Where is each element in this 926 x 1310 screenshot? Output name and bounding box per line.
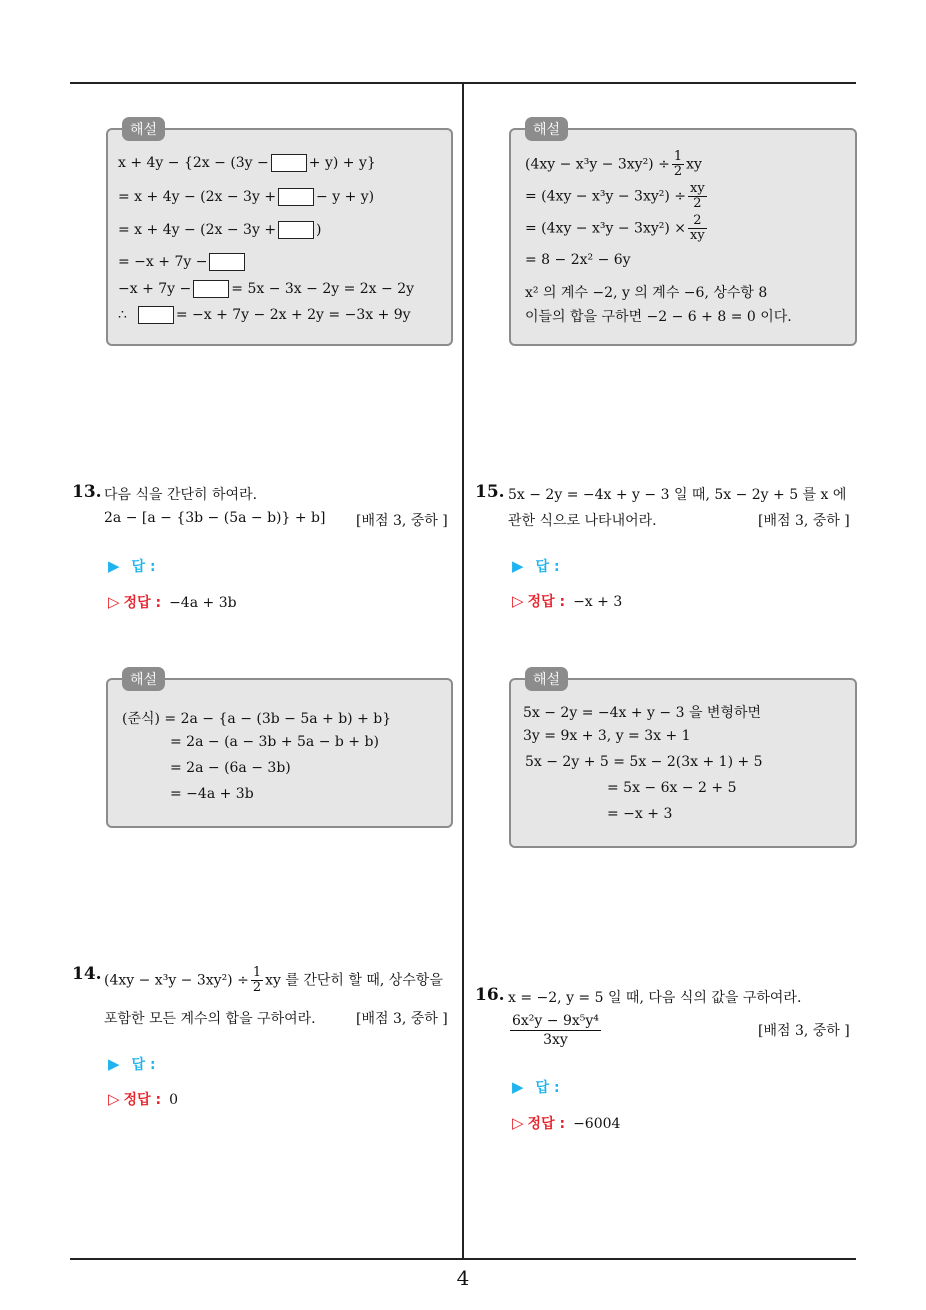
- question-expression: 2a − [a − {3b − (5a − b)} + b]: [104, 510, 326, 526]
- question-expression: [508, 1012, 603, 1049]
- question-number: 13.: [72, 482, 102, 502]
- solution-line: = −4a + 3b: [170, 786, 254, 802]
- question-number: 15.: [475, 482, 505, 502]
- question-number: 16.: [475, 985, 505, 1005]
- question-text: 5x − 2y = −4x + y − 3 일 때, 5x − 2y + 5 를 x 에: [508, 487, 847, 503]
- correct-answer-row: ▷ 정답 : −6004: [512, 1114, 621, 1132]
- solution-line: = x + 4y − (2x − 3y + − y + y): [118, 189, 375, 205]
- blank-box: [193, 280, 229, 298]
- solution-tag: 해설: [122, 667, 165, 691]
- blank-box: [271, 154, 307, 172]
- solution-line: 이들의 합을 구하면 −2 − 6 + 8 = 0 이다.: [525, 309, 792, 325]
- solution-box-13: [106, 672, 453, 828]
- bottom-rule: [70, 1258, 856, 1260]
- question-number: 14.: [72, 964, 102, 984]
- solution-line: 5x − 2y = −4x + y − 3 을 변형하면: [523, 705, 762, 721]
- fraction: $\frac{xy}{2}$: [690, 181, 705, 211]
- solution-line: (4xy − x³y − 3xy²) ÷ $\frac{1}{2}$ xy: [525, 149, 702, 179]
- solution-tag: 해설: [122, 117, 165, 141]
- answer-row[interactable]: ▶ 답 :: [108, 557, 156, 575]
- score-meta: [배점 3, 중하 ]: [356, 1011, 448, 1027]
- answer-row[interactable]: ▶ 답 :: [108, 1055, 156, 1073]
- solution-tag: 해설: [525, 117, 568, 141]
- solution-box-prev: [509, 122, 857, 346]
- correct-answer-row: ▷ 정답 : 0: [108, 1090, 178, 1108]
- solution-tag: 해설: [525, 667, 568, 691]
- correct-answer-row: ▷ 정답 : −x + 3: [512, 592, 623, 610]
- fraction: $\frac{2}{xy}$: [690, 213, 705, 243]
- question-text: (4xy − x³y − 3xy²) ÷ $\frac{1}{2}$ xy 를 간단히 할 때, 상수항을: [104, 965, 443, 995]
- blank-box: [209, 253, 245, 271]
- answer-row[interactable]: ▶ 답 :: [512, 1078, 560, 1096]
- correct-answer-row: ▷ 정답 : −4a + 3b: [108, 593, 237, 611]
- score-meta: [배점 3, 중하 ]: [356, 513, 448, 529]
- page-number: 4: [456, 1266, 470, 1290]
- blank-box: [278, 221, 314, 239]
- blank-box: [278, 188, 314, 206]
- solution-line: = 8 − 2x² − 6y: [525, 252, 631, 268]
- fraction: $\frac{1}{2}$: [673, 149, 683, 179]
- solution-box-15: [509, 672, 857, 848]
- outline-arrow-icon: ▷: [108, 1090, 120, 1108]
- solution-line: 5x − 2y + 5 = 5x − 2(3x + 1) + 5: [525, 754, 763, 770]
- outline-arrow-icon: ▷: [108, 593, 120, 611]
- solution-line: ∴ = −x + 7y − 2x + 2y = −3x + 9y: [118, 307, 411, 323]
- score-meta: [배점 3, 중하 ]: [758, 1023, 850, 1039]
- solution-line: = 2a − (6a − 3b): [170, 760, 291, 776]
- column-divider: [462, 83, 464, 1259]
- answer-row[interactable]: ▶ 답 :: [512, 557, 560, 575]
- question-text: 관한 식으로 나타내어라.: [508, 513, 657, 529]
- solution-line: x² 의 계수 −2, y 의 계수 −6, 상수항 8: [525, 285, 768, 301]
- solution-line: (준식) = 2a − {a − (3b − 5a + b) + b}: [122, 711, 392, 727]
- solution-line: 3y = 9x + 3, y = 3x + 1: [523, 728, 691, 744]
- outline-arrow-icon: ▷: [512, 592, 524, 610]
- solution-line: = (4xy − x³y − 3xy²) × $\frac{2}{xy}$: [525, 213, 705, 243]
- blank-box: [138, 306, 174, 324]
- question-text: x = −2, y = 5 일 때, 다음 식의 값을 구하여라.: [508, 990, 802, 1006]
- fraction: $\frac{\text{6x²y − 9x⁵y⁴}}{3xy}$: [512, 1013, 599, 1048]
- solution-line: = 5x − 6x − 2 + 5: [607, 780, 737, 796]
- play-arrow-icon: ▶: [512, 1078, 524, 1096]
- play-arrow-icon: ▶: [512, 557, 524, 575]
- play-arrow-icon: ▶: [108, 557, 120, 575]
- solution-line: = (4xy − x³y − 3xy²) ÷ $\frac{xy}{2}$: [525, 181, 705, 211]
- solution-line: = x + 4y − (2x − 3y + ): [118, 222, 322, 238]
- solution-box-12: [106, 122, 453, 346]
- play-arrow-icon: ▶: [108, 1055, 120, 1073]
- question-text: 다음 식을 간단히 하여라.: [104, 487, 258, 503]
- solution-line: = −x + 3: [607, 806, 673, 822]
- question-text: 포함한 모든 계수의 합을 구하여라.: [104, 1011, 316, 1027]
- score-meta: [배점 3, 중하 ]: [758, 513, 850, 529]
- outline-arrow-icon: ▷: [512, 1114, 524, 1132]
- solution-line: = −x + 7y −: [118, 253, 247, 271]
- solution-line: x + 4y − {2x − (3y − + y) + y}: [118, 155, 376, 171]
- solution-line: = 2a − (a − 3b + 5a − b + b): [170, 734, 379, 750]
- fraction: $\frac{1}{2}$: [252, 965, 262, 995]
- solution-line: −x + 7y − = 5x − 3x − 2y = 2x − 2y: [118, 281, 415, 297]
